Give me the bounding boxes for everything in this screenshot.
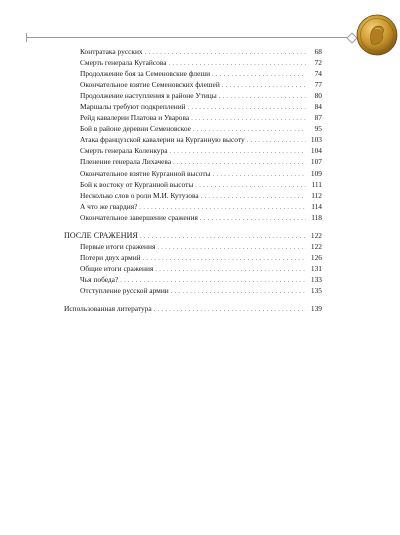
toc-entry-title: Контратака русских (80, 47, 143, 56)
toc-entry-page: 139 (310, 304, 322, 314)
toc-entry-title: Смерть генерала Кутайсова (80, 58, 167, 68)
toc-entry[interactable] (64, 285, 322, 296)
toc-entry-title: Общие итоги сражения (80, 263, 154, 273)
toc-entry[interactable] (64, 168, 322, 179)
toc-entry[interactable] (64, 57, 322, 68)
toc-entry-title: Продолжение наступления в районе Утицы (80, 91, 217, 101)
section-spacer (64, 223, 322, 230)
toc-entry[interactable] (64, 101, 322, 112)
section-spacer (64, 296, 322, 303)
toc-entry-title: Атака французской кавалерии на Курганную высоту (80, 135, 245, 145)
header-rule (26, 37, 348, 38)
toc-entry-title: Маршалы требуют подкреплений (80, 102, 186, 112)
toc-entry-title: Отступление русской армии (80, 285, 169, 295)
toc-leader-dots (154, 304, 306, 315)
toc-entry-title: Смерть генерала Коленкура (80, 146, 168, 156)
toc-entry[interactable] (64, 145, 322, 156)
toc-entry[interactable] (64, 68, 322, 79)
toc-leader-dots (200, 213, 306, 224)
toc-entry[interactable] (64, 190, 322, 201)
toc-entry-title: Пленение генерала Лихачева (80, 157, 172, 167)
toc-entry-page: 84 (314, 102, 322, 112)
toc-entry-title: Использованная литература (64, 304, 152, 314)
toc-entry-page: 104 (310, 146, 322, 156)
toc-entry[interactable] (64, 201, 322, 212)
toc-entry-page: 74 (314, 69, 322, 79)
toc-section-heading[interactable] (64, 230, 322, 241)
toc-entry-title: Рейд кавалерии Платова и Уварова (80, 113, 190, 123)
toc-entry[interactable] (64, 90, 322, 101)
toc-entry-title: Окончательное завершение сражения (80, 212, 198, 222)
toc-entry-title: Первые итоги сражения (80, 241, 156, 251)
toc-entry-page: 68 (314, 47, 322, 56)
toc-entry-page: 107 (310, 157, 322, 167)
toc-entry-title: Окончательное взятие Семеновских флешей (80, 80, 220, 90)
toc-entry-page: 126 (310, 252, 322, 262)
toc-section-page: 122 (310, 230, 322, 240)
toc-entry[interactable] (64, 123, 322, 134)
toc-entry-title: А что же гвардия? (80, 201, 138, 211)
toc-entry-page: 80 (314, 91, 322, 101)
toc-entry-title: Несколько слов о роли М.И. Кутузова (80, 190, 199, 200)
gold-medal-icon (356, 14, 398, 56)
toc-entry-page: 103 (310, 135, 322, 145)
toc-entry[interactable] (64, 241, 322, 252)
toc-entry-page: 95 (314, 124, 322, 134)
toc-entry[interactable] (64, 212, 322, 223)
toc-entry-page: 87 (314, 113, 322, 123)
toc-entry-page: 114 (311, 201, 322, 211)
toc-entry-page: 109 (310, 168, 322, 178)
toc-entry[interactable] (64, 179, 322, 190)
toc-entry-page: 133 (310, 274, 322, 284)
toc-entry-title: Бой в районе деревни Семеновское (80, 124, 191, 134)
toc-entry-title: Чья победа? (80, 274, 119, 284)
toc-entry-page: 122 (310, 241, 322, 251)
toc-entry[interactable] (64, 79, 322, 90)
toc-entry-title: Окончательное взятие Курганной высоты (80, 168, 211, 178)
toc-entry[interactable] (64, 46, 322, 57)
toc-entry-title: Продолжение боя за Семеновские флеши (80, 69, 211, 79)
toc-literature-entry[interactable] (64, 303, 322, 314)
toc-section-title: ПОСЛЕ СРАЖЕНИЯ (64, 230, 138, 240)
toc-leader-dots (171, 286, 306, 297)
toc-entry-title: Бой к востоку от Курганной высоты (80, 179, 194, 189)
toc-entry-title: Потери двух армий (80, 252, 141, 262)
toc-entry-page: 135 (310, 285, 322, 295)
table-of-contents (64, 46, 322, 314)
toc-entry[interactable] (64, 134, 322, 145)
toc-entry-page: 112 (311, 190, 322, 200)
toc-entry[interactable] (64, 274, 322, 285)
toc-entry-page: 111 (311, 179, 322, 189)
toc-entry-page: 131 (310, 263, 322, 273)
toc-entry[interactable] (64, 156, 322, 167)
toc-entry-page: 118 (311, 212, 322, 222)
toc-entry-page: 72 (314, 58, 322, 68)
toc-entry[interactable] (64, 112, 322, 123)
toc-entry[interactable] (64, 252, 322, 263)
toc-entry[interactable] (64, 263, 322, 274)
toc-entry-page: 77 (314, 80, 322, 90)
